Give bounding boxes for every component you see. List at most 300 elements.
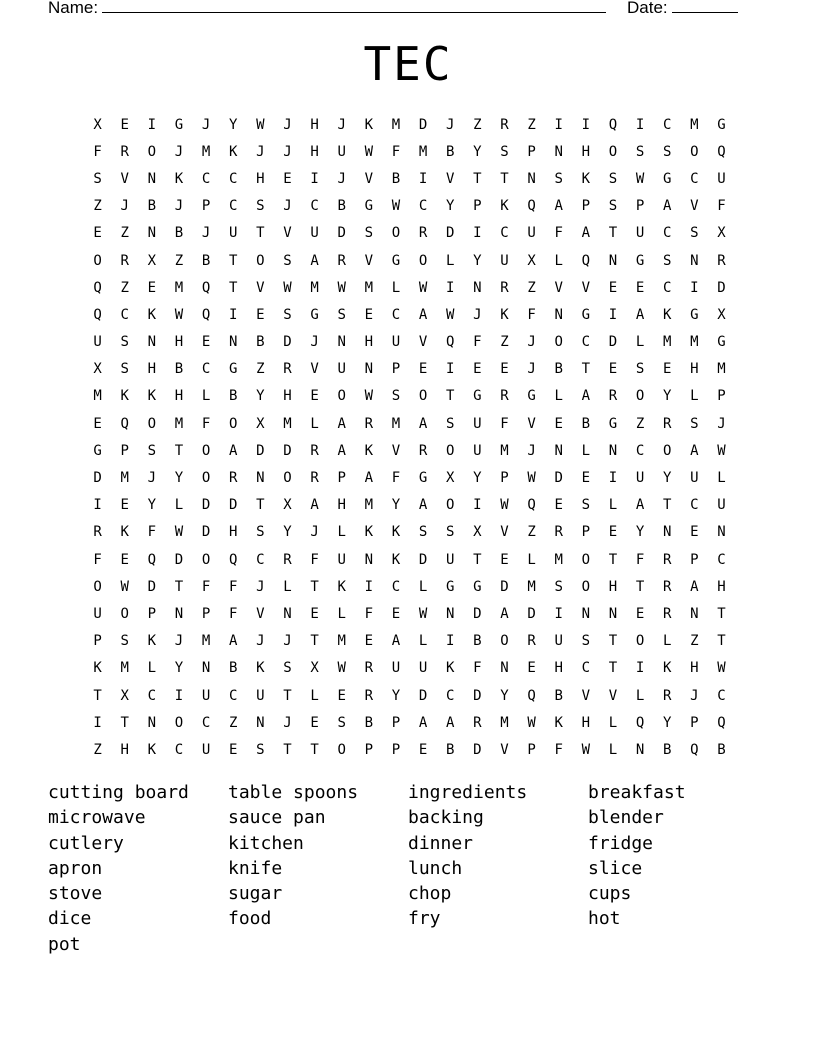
grid-letter[interactable]: C bbox=[391, 578, 401, 595]
grid-letter[interactable]: U bbox=[391, 660, 401, 677]
grid-letter[interactable]: I bbox=[310, 170, 319, 187]
grid-letter[interactable]: T bbox=[662, 497, 672, 514]
grid-letter[interactable]: S bbox=[93, 170, 102, 187]
grid-letter[interactable]: G bbox=[635, 252, 645, 269]
grid-letter[interactable]: Z bbox=[690, 633, 699, 650]
grid-letter[interactable]: V bbox=[500, 741, 509, 758]
grid-letter[interactable]: C bbox=[690, 170, 699, 187]
grid-letter[interactable]: M bbox=[310, 279, 319, 296]
grid-letter[interactable]: U bbox=[473, 442, 482, 459]
grid-letter[interactable]: A bbox=[635, 306, 645, 323]
grid-letter[interactable]: U bbox=[635, 225, 645, 242]
grid-letter[interactable]: N bbox=[147, 170, 157, 187]
grid-letter[interactable]: N bbox=[581, 605, 591, 622]
grid-letter[interactable]: X bbox=[310, 660, 319, 677]
grid-letter[interactable]: R bbox=[120, 143, 129, 160]
grid-letter[interactable]: V bbox=[364, 170, 374, 187]
grid-letter[interactable]: M bbox=[690, 116, 699, 133]
grid-letter[interactable]: E bbox=[418, 361, 428, 378]
grid-letter[interactable]: F bbox=[500, 415, 509, 432]
grid-letter[interactable]: L bbox=[445, 252, 455, 269]
grid-letter[interactable]: D bbox=[93, 470, 102, 487]
grid-letter[interactable]: Q bbox=[93, 306, 102, 323]
grid-letter[interactable]: N bbox=[147, 334, 157, 351]
grid-letter[interactable]: N bbox=[527, 170, 536, 187]
grid-letter[interactable]: M bbox=[690, 334, 699, 351]
grid-letter[interactable]: J bbox=[283, 116, 292, 133]
grid-letter[interactable]: R bbox=[608, 388, 618, 405]
grid-letter[interactable]: P bbox=[337, 470, 346, 487]
grid-letter[interactable]: N bbox=[554, 143, 563, 160]
grid-letter[interactable]: H bbox=[554, 660, 563, 677]
grid-letter[interactable]: S bbox=[283, 252, 292, 269]
grid-letter[interactable]: N bbox=[690, 252, 699, 269]
grid-letter[interactable]: N bbox=[147, 714, 157, 731]
grid-letter[interactable]: U bbox=[554, 633, 563, 650]
grid-letter[interactable]: Q bbox=[201, 306, 211, 323]
grid-letter[interactable]: Y bbox=[391, 497, 401, 514]
grid-letter[interactable]: P bbox=[201, 198, 211, 215]
grid-letter[interactable]: W bbox=[120, 578, 129, 595]
grid-letter[interactable]: S bbox=[554, 578, 563, 595]
grid-letter[interactable]: T bbox=[473, 170, 482, 187]
grid-letter[interactable]: S bbox=[662, 252, 672, 269]
grid-letter[interactable]: P bbox=[120, 442, 129, 459]
grid-letter[interactable]: A bbox=[418, 415, 428, 432]
grid-letter[interactable]: O bbox=[500, 633, 509, 650]
grid-letter[interactable]: B bbox=[174, 225, 184, 242]
grid-letter[interactable]: L bbox=[201, 388, 211, 405]
grid-letter[interactable]: N bbox=[445, 605, 455, 622]
grid-letter[interactable]: E bbox=[364, 633, 374, 650]
grid-letter[interactable]: V bbox=[608, 687, 618, 704]
grid-letter[interactable]: K bbox=[662, 306, 672, 323]
grid-letter[interactable]: C bbox=[662, 116, 672, 133]
grid-letter[interactable]: A bbox=[418, 714, 428, 731]
grid-letter[interactable]: H bbox=[283, 388, 292, 405]
grid-letter[interactable]: B bbox=[554, 687, 563, 704]
grid-letter[interactable]: L bbox=[283, 578, 292, 595]
grid-letter[interactable]: U bbox=[201, 687, 211, 704]
grid-letter[interactable]: R bbox=[310, 470, 319, 487]
grid-letter[interactable]: Y bbox=[473, 143, 482, 160]
grid-letter[interactable]: O bbox=[391, 225, 401, 242]
grid-letter[interactable]: D bbox=[256, 442, 265, 459]
grid-letter[interactable]: U bbox=[310, 225, 319, 242]
grid-letter[interactable]: D bbox=[337, 225, 346, 242]
grid-letter[interactable]: L bbox=[337, 524, 346, 541]
grid-letter[interactable]: L bbox=[527, 551, 536, 568]
grid-letter[interactable]: S bbox=[635, 361, 645, 378]
grid-letter[interactable]: R bbox=[527, 633, 536, 650]
grid-letter[interactable]: U bbox=[201, 741, 211, 758]
grid-letter[interactable]: C bbox=[256, 551, 265, 568]
grid-letter[interactable]: T bbox=[717, 633, 726, 650]
grid-letter[interactable]: J bbox=[445, 116, 455, 133]
grid-letter[interactable]: G bbox=[581, 306, 591, 323]
grid-letter[interactable]: R bbox=[500, 279, 509, 296]
grid-letter[interactable]: I bbox=[445, 633, 455, 650]
grid-letter[interactable]: N bbox=[364, 361, 374, 378]
grid-letter[interactable]: I bbox=[554, 116, 563, 133]
grid-letter[interactable]: F bbox=[228, 605, 238, 622]
grid-letter[interactable]: E bbox=[391, 605, 401, 622]
grid-letter[interactable]: E bbox=[364, 306, 374, 323]
grid-letter[interactable]: S bbox=[635, 143, 645, 160]
grid-letter[interactable]: H bbox=[174, 334, 184, 351]
grid-letter[interactable]: O bbox=[147, 143, 157, 160]
grid-letter[interactable]: Q bbox=[635, 714, 645, 731]
grid-letter[interactable]: E bbox=[527, 660, 536, 677]
grid-letter[interactable]: L bbox=[717, 470, 726, 487]
grid-letter[interactable]: H bbox=[120, 741, 129, 758]
grid-letter[interactable]: W bbox=[283, 279, 292, 296]
grid-letter[interactable]: T bbox=[310, 741, 319, 758]
grid-letter[interactable]: L bbox=[310, 687, 319, 704]
grid-letter[interactable]: G bbox=[418, 470, 428, 487]
grid-letter[interactable]: X bbox=[256, 415, 265, 432]
grid-letter[interactable]: R bbox=[662, 687, 672, 704]
grid-letter[interactable]: Z bbox=[120, 279, 129, 296]
grid-letter[interactable]: H bbox=[228, 524, 238, 541]
grid-letter[interactable]: M bbox=[554, 551, 563, 568]
grid-letter[interactable]: T bbox=[635, 578, 645, 595]
grid-letter[interactable]: K bbox=[228, 143, 238, 160]
grid-letter[interactable]: Q bbox=[147, 551, 157, 568]
grid-letter[interactable]: S bbox=[364, 225, 374, 242]
grid-letter[interactable]: F bbox=[147, 524, 157, 541]
grid-letter[interactable]: M bbox=[201, 143, 211, 160]
grid-letter[interactable]: I bbox=[147, 116, 157, 133]
grid-letter[interactable]: O bbox=[147, 415, 157, 432]
grid-letter[interactable]: W bbox=[256, 116, 265, 133]
grid-letter[interactable]: R bbox=[500, 116, 509, 133]
grid-letter[interactable]: L bbox=[608, 497, 618, 514]
grid-letter[interactable]: A bbox=[554, 198, 563, 215]
grid-letter[interactable]: C bbox=[120, 306, 129, 323]
grid-letter[interactable]: V bbox=[581, 687, 591, 704]
grid-letter[interactable]: J bbox=[174, 198, 184, 215]
grid-letter[interactable]: R bbox=[662, 551, 672, 568]
grid-letter[interactable]: A bbox=[690, 442, 699, 459]
grid-letter[interactable]: M bbox=[364, 279, 374, 296]
grid-letter[interactable]: Q bbox=[527, 198, 536, 215]
grid-letter[interactable]: C bbox=[201, 361, 211, 378]
grid-letter[interactable]: A bbox=[391, 633, 401, 650]
grid-letter[interactable]: I bbox=[581, 116, 591, 133]
grid-letter[interactable]: D bbox=[608, 334, 618, 351]
grid-letter[interactable]: P bbox=[93, 633, 102, 650]
grid-letter[interactable]: I bbox=[554, 605, 563, 622]
grid-letter[interactable]: C bbox=[310, 198, 319, 215]
grid-letter[interactable]: L bbox=[690, 388, 699, 405]
grid-letter[interactable]: B bbox=[337, 198, 346, 215]
grid-letter[interactable]: Y bbox=[228, 116, 238, 133]
grid-letter[interactable]: O bbox=[662, 442, 672, 459]
grid-letter[interactable]: W bbox=[418, 279, 428, 296]
grid-letter[interactable]: R bbox=[337, 252, 346, 269]
grid-letter[interactable]: K bbox=[662, 660, 672, 677]
grid-letter[interactable]: T bbox=[608, 225, 618, 242]
grid-letter[interactable]: W bbox=[527, 714, 536, 731]
grid-letter[interactable]: C bbox=[717, 551, 726, 568]
grid-letter[interactable]: V bbox=[364, 252, 374, 269]
grid-letter[interactable]: B bbox=[445, 143, 455, 160]
grid-letter[interactable]: H bbox=[581, 143, 591, 160]
grid-letter[interactable]: C bbox=[174, 741, 184, 758]
grid-letter[interactable]: D bbox=[473, 605, 482, 622]
grid-letter[interactable]: E bbox=[310, 388, 319, 405]
grid-letter[interactable]: S bbox=[283, 306, 292, 323]
grid-letter[interactable]: J bbox=[310, 334, 319, 351]
grid-letter[interactable]: O bbox=[201, 551, 211, 568]
grid-letter[interactable]: R bbox=[662, 605, 672, 622]
grid-letter[interactable]: I bbox=[608, 306, 618, 323]
grid-letter[interactable]: T bbox=[608, 660, 618, 677]
grid-letter[interactable]: R bbox=[93, 524, 102, 541]
grid-letter[interactable]: S bbox=[147, 442, 157, 459]
grid-letter[interactable]: E bbox=[662, 361, 672, 378]
grid-letter[interactable]: B bbox=[391, 170, 401, 187]
grid-letter[interactable]: T bbox=[256, 225, 265, 242]
grid-letter[interactable]: A bbox=[310, 252, 319, 269]
grid-letter[interactable]: G bbox=[228, 361, 238, 378]
grid-letter[interactable]: I bbox=[635, 660, 645, 677]
grid-letter[interactable]: X bbox=[717, 306, 726, 323]
grid-letter[interactable]: R bbox=[120, 252, 129, 269]
grid-letter[interactable]: E bbox=[608, 524, 618, 541]
grid-letter[interactable]: V bbox=[391, 442, 401, 459]
grid-letter[interactable]: F bbox=[93, 551, 102, 568]
grid-letter[interactable]: D bbox=[554, 470, 563, 487]
grid-letter[interactable]: L bbox=[581, 442, 591, 459]
grid-letter[interactable]: V bbox=[554, 279, 563, 296]
grid-letter[interactable]: E bbox=[120, 497, 129, 514]
grid-letter[interactable]: T bbox=[283, 687, 292, 704]
grid-letter[interactable]: M bbox=[283, 415, 292, 432]
grid-letter[interactable]: R bbox=[364, 687, 374, 704]
grid-letter[interactable]: C bbox=[690, 497, 699, 514]
grid-letter[interactable]: I bbox=[364, 578, 374, 595]
grid-letter[interactable]: O bbox=[93, 578, 102, 595]
grid-letter[interactable]: K bbox=[391, 551, 401, 568]
grid-letter[interactable]: Y bbox=[391, 687, 401, 704]
grid-letter[interactable]: J bbox=[120, 198, 129, 215]
grid-letter[interactable]: N bbox=[608, 605, 618, 622]
grid-letter[interactable]: N bbox=[337, 334, 346, 351]
grid-letter[interactable]: J bbox=[201, 225, 211, 242]
grid-letter[interactable]: R bbox=[283, 361, 292, 378]
grid-letter[interactable]: G bbox=[310, 306, 319, 323]
grid-letter[interactable]: Q bbox=[120, 415, 129, 432]
grid-letter[interactable]: Y bbox=[662, 714, 672, 731]
grid-letter[interactable]: B bbox=[201, 252, 211, 269]
grid-letter[interactable]: E bbox=[283, 170, 292, 187]
grid-letter[interactable]: W bbox=[337, 660, 346, 677]
grid-letter[interactable]: P bbox=[391, 714, 401, 731]
grid-letter[interactable]: D bbox=[147, 578, 157, 595]
grid-letter[interactable]: K bbox=[445, 660, 455, 677]
grid-letter[interactable]: J bbox=[201, 116, 211, 133]
grid-letter[interactable]: K bbox=[364, 524, 374, 541]
grid-letter[interactable]: F bbox=[228, 578, 238, 595]
grid-letter[interactable]: H bbox=[364, 334, 374, 351]
grid-letter[interactable]: I bbox=[445, 361, 455, 378]
grid-letter[interactable]: W bbox=[581, 741, 591, 758]
grid-letter[interactable]: P bbox=[717, 388, 726, 405]
grid-letter[interactable]: F bbox=[473, 334, 482, 351]
grid-letter[interactable]: P bbox=[581, 524, 591, 541]
grid-letter[interactable]: K bbox=[120, 524, 129, 541]
grid-letter[interactable]: M bbox=[174, 279, 184, 296]
grid-letter[interactable]: Z bbox=[228, 714, 238, 731]
grid-letter[interactable]: B bbox=[256, 334, 265, 351]
grid-letter[interactable]: T bbox=[228, 279, 238, 296]
grid-letter[interactable]: L bbox=[608, 714, 618, 731]
grid-letter[interactable]: J bbox=[256, 633, 265, 650]
grid-letter[interactable]: D bbox=[283, 442, 292, 459]
grid-letter[interactable]: D bbox=[500, 578, 509, 595]
grid-letter[interactable]: M bbox=[662, 334, 672, 351]
grid-letter[interactable]: T bbox=[500, 170, 509, 187]
grid-letter[interactable]: F bbox=[527, 306, 536, 323]
grid-letter[interactable]: M bbox=[120, 470, 129, 487]
grid-letter[interactable]: D bbox=[174, 551, 184, 568]
grid-letter[interactable]: I bbox=[93, 497, 102, 514]
grid-letter[interactable]: C bbox=[500, 225, 509, 242]
grid-letter[interactable]: C bbox=[445, 687, 455, 704]
grid-letter[interactable]: Z bbox=[174, 252, 184, 269]
grid-letter[interactable]: S bbox=[337, 306, 346, 323]
grid-letter[interactable]: S bbox=[283, 660, 292, 677]
grid-letter[interactable]: O bbox=[120, 605, 129, 622]
grid-letter[interactable]: E bbox=[608, 279, 618, 296]
grid-letter[interactable]: G bbox=[717, 334, 726, 351]
grid-letter[interactable]: F bbox=[635, 551, 645, 568]
grid-letter[interactable]: J bbox=[283, 633, 292, 650]
grid-letter[interactable]: K bbox=[147, 741, 157, 758]
grid-letter[interactable]: O bbox=[581, 578, 591, 595]
grid-letter[interactable]: E bbox=[310, 714, 319, 731]
grid-letter[interactable]: C bbox=[662, 225, 672, 242]
grid-letter[interactable]: Z bbox=[256, 361, 265, 378]
grid-letter[interactable]: Q bbox=[690, 741, 699, 758]
grid-letter[interactable]: S bbox=[337, 714, 346, 731]
grid-letter[interactable]: F bbox=[310, 551, 319, 568]
grid-letter[interactable]: B bbox=[174, 361, 184, 378]
grid-letter[interactable]: Y bbox=[473, 470, 482, 487]
grid-letter[interactable]: O bbox=[201, 470, 211, 487]
grid-letter[interactable]: S bbox=[690, 415, 699, 432]
grid-letter[interactable]: O bbox=[418, 388, 428, 405]
grid-letter[interactable]: U bbox=[391, 334, 401, 351]
grid-letter[interactable]: J bbox=[283, 143, 292, 160]
grid-letter[interactable]: O bbox=[337, 741, 346, 758]
grid-letter[interactable]: H bbox=[717, 578, 726, 595]
grid-letter[interactable]: N bbox=[364, 551, 374, 568]
grid-letter[interactable]: Q bbox=[93, 279, 102, 296]
grid-letter[interactable]: H bbox=[174, 388, 184, 405]
grid-letter[interactable]: S bbox=[445, 415, 455, 432]
grid-letter[interactable]: H bbox=[690, 660, 699, 677]
grid-letter[interactable]: N bbox=[554, 442, 563, 459]
grid-letter[interactable]: J bbox=[283, 198, 292, 215]
grid-letter[interactable]: D bbox=[418, 116, 428, 133]
grid-letter[interactable]: T bbox=[717, 605, 726, 622]
grid-letter[interactable]: K bbox=[337, 578, 346, 595]
grid-letter[interactable]: U bbox=[500, 252, 509, 269]
grid-letter[interactable]: J bbox=[690, 687, 699, 704]
grid-letter[interactable]: C bbox=[635, 442, 645, 459]
grid-letter[interactable]: V bbox=[283, 225, 292, 242]
grid-letter[interactable]: N bbox=[690, 605, 699, 622]
grid-letter[interactable]: U bbox=[445, 551, 455, 568]
grid-letter[interactable]: K bbox=[364, 442, 374, 459]
grid-letter[interactable]: Z bbox=[473, 116, 482, 133]
grid-letter[interactable]: V bbox=[690, 198, 699, 215]
grid-letter[interactable]: Q bbox=[717, 714, 726, 731]
grid-letter[interactable]: W bbox=[635, 170, 645, 187]
grid-letter[interactable]: R bbox=[500, 388, 509, 405]
grid-letter[interactable]: O bbox=[256, 252, 265, 269]
grid-letter[interactable]: A bbox=[418, 497, 428, 514]
grid-letter[interactable]: K bbox=[581, 170, 591, 187]
grid-letter[interactable]: M bbox=[93, 388, 102, 405]
grid-letter[interactable]: O bbox=[201, 442, 211, 459]
grid-letter[interactable]: M bbox=[500, 442, 509, 459]
grid-letter[interactable]: D bbox=[201, 524, 211, 541]
grid-letter[interactable]: Q bbox=[717, 143, 726, 160]
grid-letter[interactable]: P bbox=[391, 361, 401, 378]
grid-letter[interactable]: J bbox=[256, 578, 265, 595]
grid-letter[interactable]: U bbox=[228, 225, 238, 242]
grid-letter[interactable]: O bbox=[337, 388, 346, 405]
grid-letter[interactable]: O bbox=[635, 388, 645, 405]
grid-letter[interactable]: S bbox=[120, 334, 129, 351]
grid-letter[interactable]: P bbox=[527, 143, 536, 160]
grid-letter[interactable]: C bbox=[201, 170, 211, 187]
grid-letter[interactable]: F bbox=[201, 415, 211, 432]
grid-letter[interactable]: B bbox=[445, 741, 455, 758]
grid-letter[interactable]: S bbox=[608, 170, 618, 187]
grid-letter[interactable]: P bbox=[391, 741, 401, 758]
grid-letter[interactable]: M bbox=[364, 497, 374, 514]
grid-letter[interactable]: U bbox=[527, 225, 536, 242]
grid-letter[interactable]: L bbox=[554, 388, 563, 405]
grid-letter[interactable]: O bbox=[283, 470, 292, 487]
grid-letter[interactable]: A bbox=[418, 306, 428, 323]
grid-letter[interactable]: J bbox=[337, 170, 346, 187]
grid-letter[interactable]: Z bbox=[120, 225, 129, 242]
grid-letter[interactable]: L bbox=[391, 279, 401, 296]
grid-letter[interactable]: B bbox=[228, 388, 238, 405]
grid-letter[interactable]: E bbox=[500, 361, 509, 378]
grid-letter[interactable]: I bbox=[445, 279, 455, 296]
grid-letter[interactable]: T bbox=[473, 551, 482, 568]
grid-letter[interactable]: C bbox=[228, 198, 238, 215]
grid-letter[interactable]: A bbox=[337, 442, 346, 459]
grid-letter[interactable]: U bbox=[256, 687, 265, 704]
grid-letter[interactable]: R bbox=[364, 660, 374, 677]
grid-letter[interactable]: G bbox=[93, 442, 102, 459]
grid-letter[interactable]: S bbox=[391, 388, 401, 405]
grid-letter[interactable]: Y bbox=[445, 198, 455, 215]
grid-letter[interactable]: M bbox=[391, 116, 401, 133]
grid-letter[interactable]: N bbox=[554, 306, 563, 323]
grid-letter[interactable]: O bbox=[174, 714, 184, 731]
grid-letter[interactable]: Q bbox=[527, 497, 536, 514]
grid-letter[interactable]: O bbox=[635, 633, 645, 650]
